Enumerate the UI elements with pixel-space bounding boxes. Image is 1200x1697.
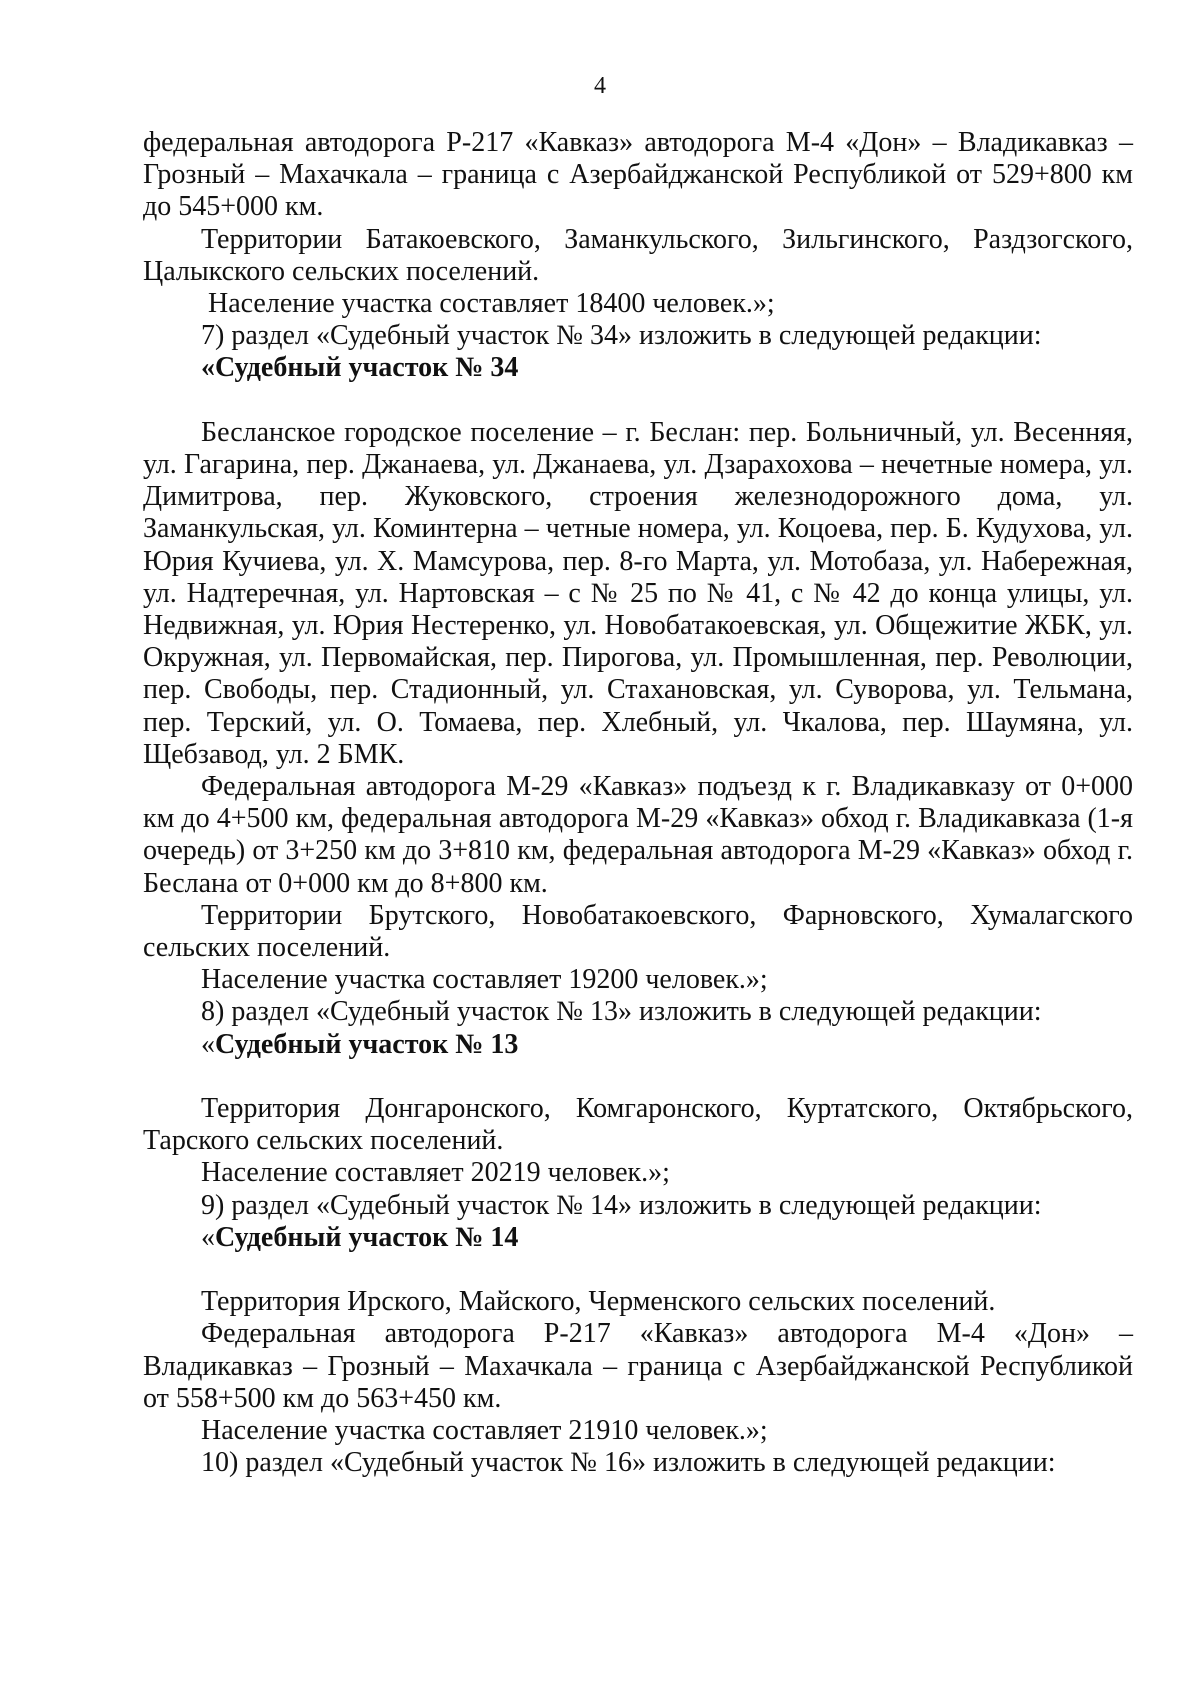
spacer [143,1254,1133,1286]
paragraph-territories-4: Территория Ирского, Майского, Черменского сельских поселений. [201,1286,996,1318]
paragraph-highway-m29: Федеральная автодорога М-29 «Кавказ» подъезд к г. Владикавказу от 0+000 км до 4+500 км, федеральная автодорога М-29 «Кавказ» обход г. Владикавказа (1-я очередь) от 3+250 км до 3+810 км, федеральная автодорога М-29 «Кавказ» обход г. Беслана от 0+000 км до 8+800 км. [143,771,1133,899]
paragraph-territories-2: Территории Брутского, Новобатакоевского, Фарновского, Хумалагского сельских поселений. [143,899,1133,964]
paragraph-amendment-10: 10) раздел «Судебный участок № 16» изложить в следующей редакции: [201,1447,1056,1479]
paragraph-amendment-7: 7) раздел «Судебный участок № 34» изложить в следующей редакции: [201,320,1042,352]
paragraph-highway-segment: федеральная автодорога Р-217 «Кавказ» автодорога М-4 «Дон» – Владикавказ – Грозный – Махачкала – граница с Азербайджанской Республикой от 529+800 км до 545+000 км. [143,127,1133,223]
heading-district-13 [143,1029,1133,1061]
paragraph-beslan-streets: Бесланское городское поселение – г. Беслан: пер. Больничный, ул. Весенняя, ул. Гагарина, пер. Джанаева, ул. Джанаева, ул. Дзарахохова – нечетные номера, ул. Димитрова, пер. Жуковского, строения железнодорожного дома, ул. Заманкульская, ул. Коминтерна – четные номера, ул. Коцоева, пер. Б. Кудухова, ул. Юрия Кучиева, ул. Х. Мамсурова, пер. 8-го Марта, ул. Мотобаза, ул. Набережная, ул. Надтеречная, ул. Нартовская – с № 25 по № 41, с № 42 до конца улицы, ул. Недвижная, ул. Юрия Нестеренко, ул. Новобатакоевская, ул. Общежитие ЖБК, ул. Окружная, ул. Первомайская, пер. Пирогова, ул. Промышленная, пер. Революции, пер. Свободы, пер. Стадионный, ул. Стахановская, ул. Суворова, ул. Тельмана, пер. Терский, ул. О. Томаева, пер. Хлебный, ул. Чкалова, пер. Шаумяна, ул. Щебзавод, ул. 2 БМК. [143,416,1133,770]
heading-quote-mark: « [201,1221,215,1253]
document-body [143,127,1133,1479]
paragraph-population: Население участка составляет 18400 человек.»; [208,288,775,320]
paragraph-population-2: Население участка составляет 19200 человек.»; [201,964,768,996]
paragraph-amendment-8: 8) раздел «Судебный участок № 13» изложить в следующей редакции: [201,996,1042,1028]
paragraph-territories: Территории Батакоевского, Заманкульского, Зильгинского, Раздзогского, Цалыкского сельских поселений. [143,223,1133,287]
page-number: 4 [594,73,606,99]
heading-text: Судебный участок № 13 [215,1028,519,1060]
heading-district-14 [143,1222,1133,1254]
paragraph-amendment-9: 9) раздел «Судебный участок № 14» изложить в следующей редакции: [201,1189,1042,1221]
heading-district-34: «Судебный участок № 34 [201,352,519,384]
paragraph-population-4: Население участка составляет 21910 человек.»; [201,1415,768,1447]
heading-quote-mark: « [201,1028,215,1060]
spacer [143,1061,1133,1093]
heading-text: Судебный участок № 14 [215,1221,519,1253]
paragraph-territories-3: Территория Донгаронского, Комгаронского, Куртатского, Октябрьского, Тарского сельских поселений. [143,1093,1133,1157]
paragraph-highway-r217: Федеральная автодорога Р-217 «Кавказ» автодорога М-4 «Дон» – Владикавказ – Грозный – Махачкала – граница с Азербайджанской Республикой от 558+500 км до 563+450 км. [143,1318,1133,1414]
paragraph-population-3: Население составляет 20219 человек.»; [201,1157,670,1189]
spacer [143,385,1133,417]
